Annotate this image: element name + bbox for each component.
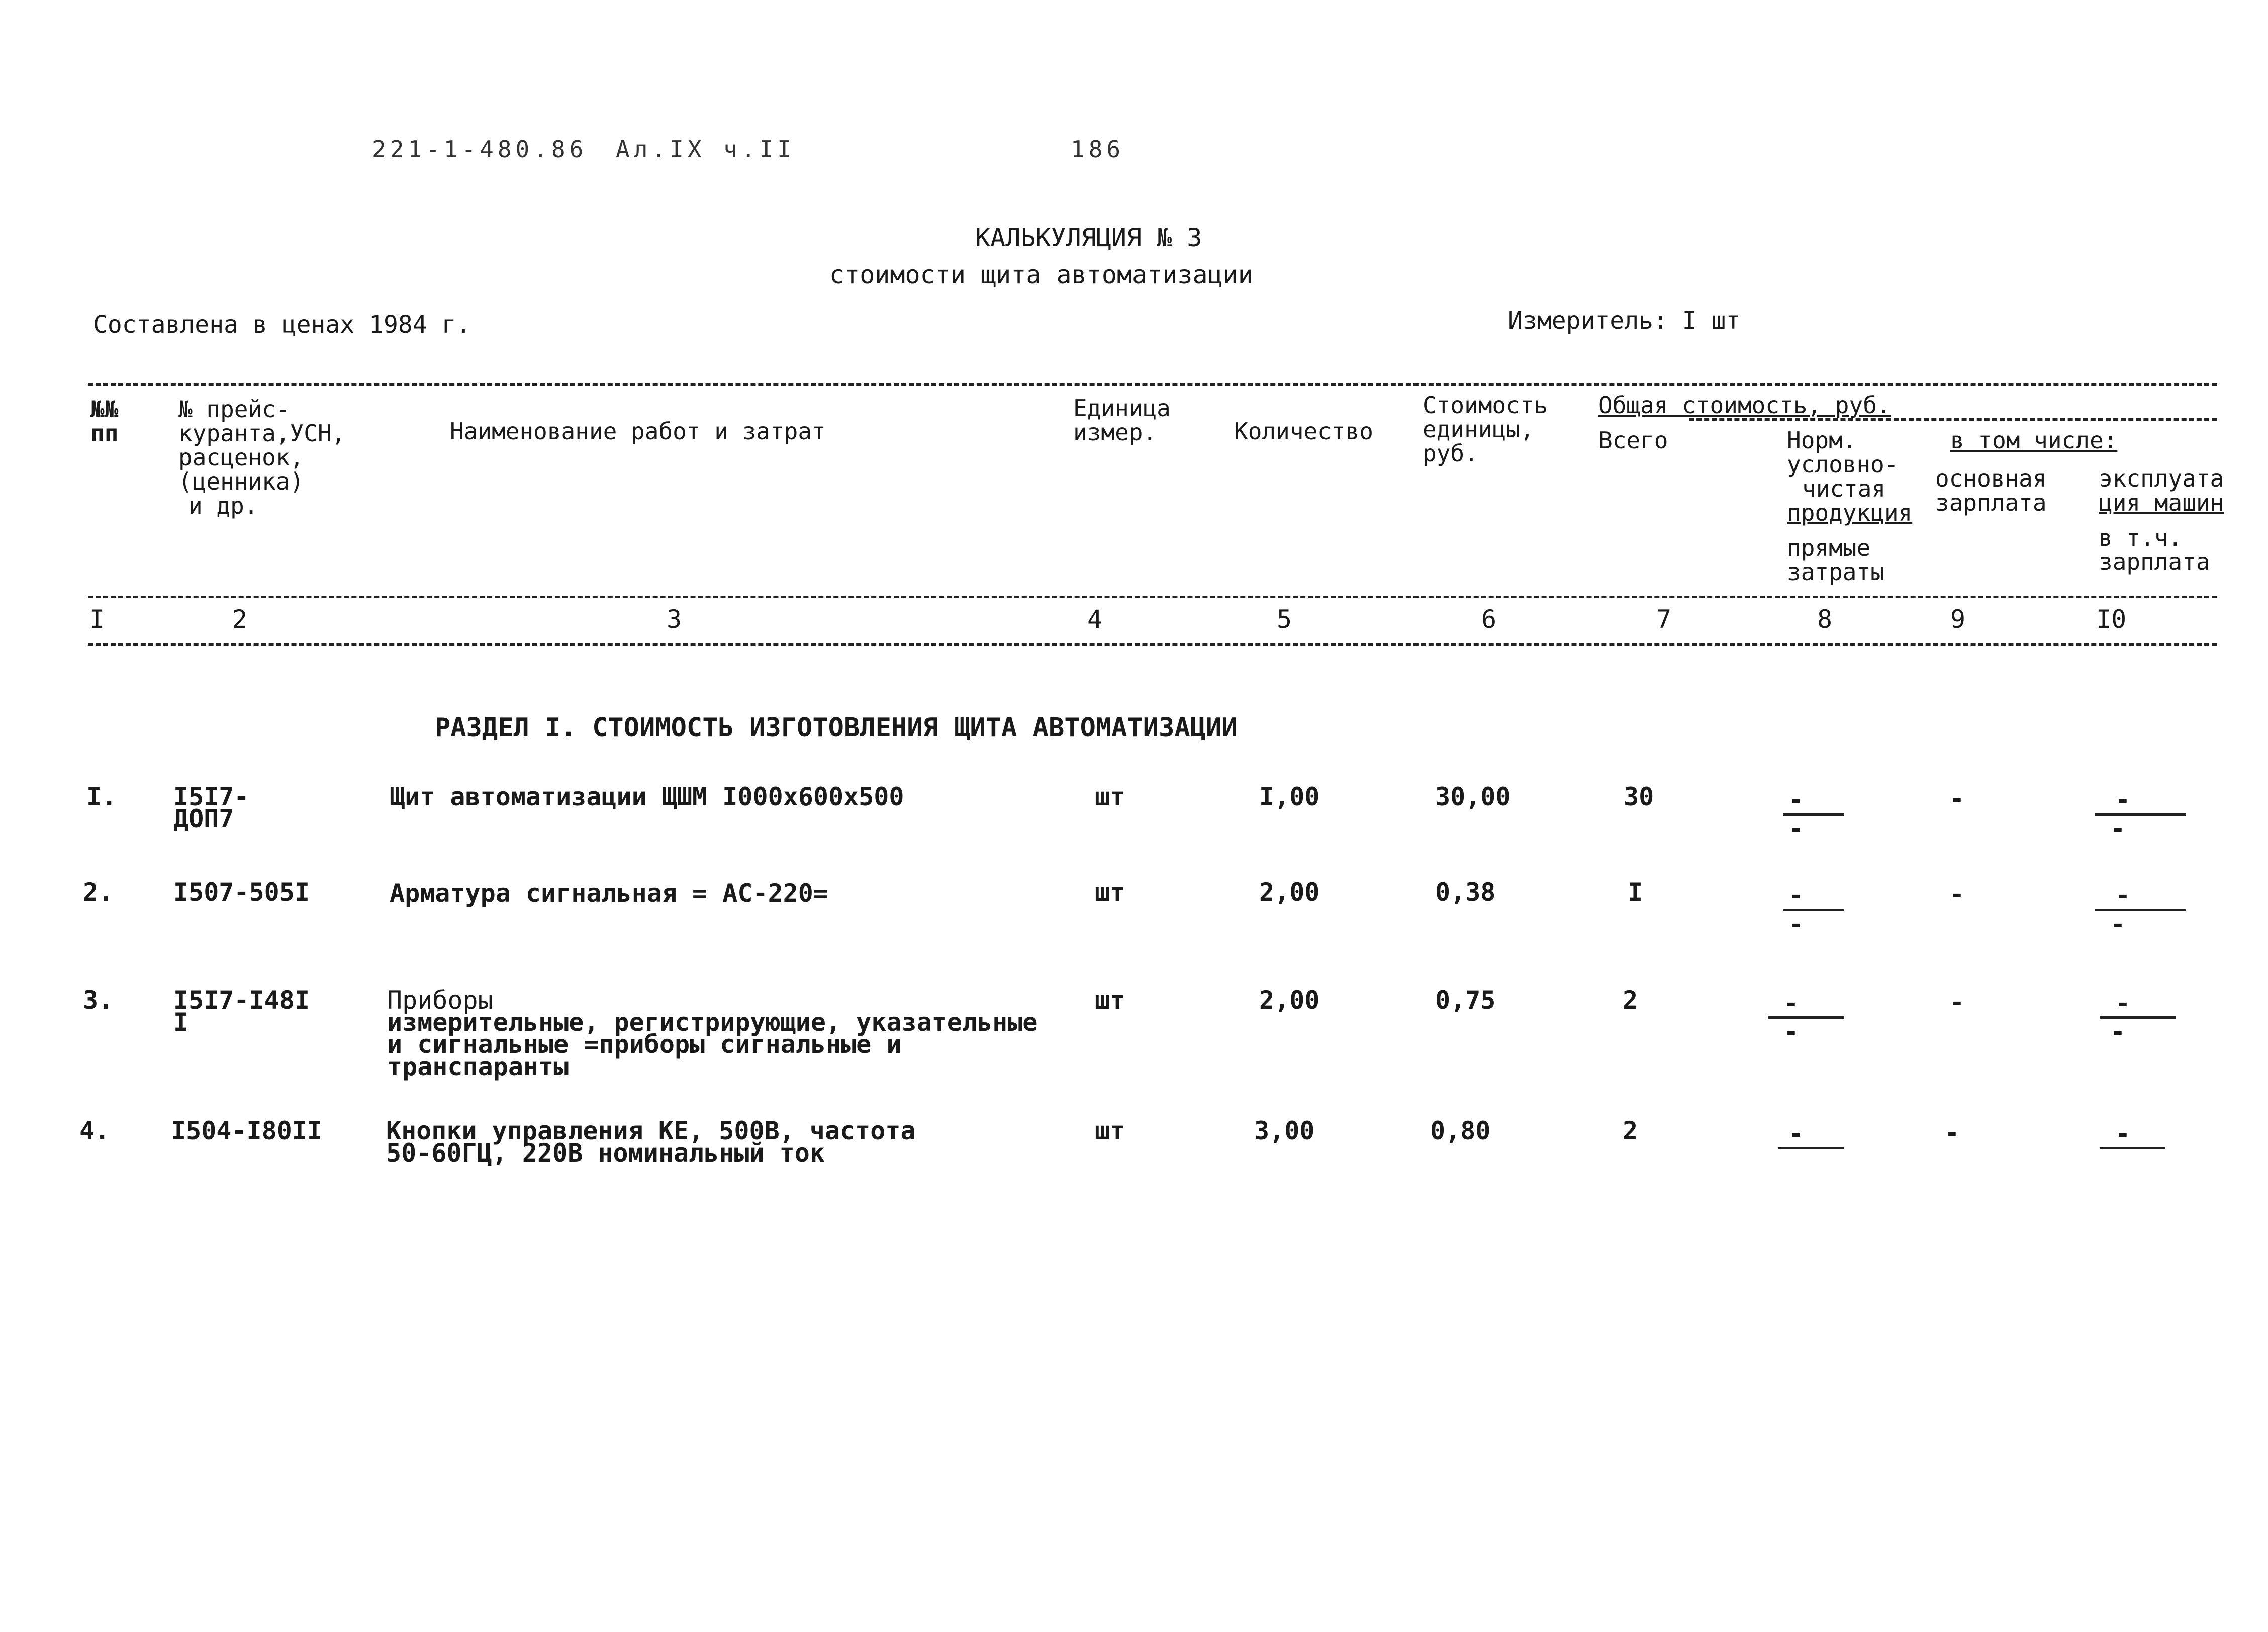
row3-col9: - [1949,988,1965,1017]
header-col4: Единица измер. [1073,395,1171,446]
row4-col8-top: - [1788,1119,1804,1148]
row2-col8-bottom: - [1788,910,1804,939]
colnum-9: 9 [1950,605,1966,634]
page-number: 186 [1071,136,1125,163]
row1-total: 30 [1624,782,1654,811]
colnum-8: 8 [1817,605,1833,634]
row2-col10-bottom: - [2110,910,2126,939]
colnum-1: I [89,605,105,634]
row1-col8-bottom: - [1788,814,1804,843]
price-basis: Составлена в ценах 1984 г. [93,311,471,339]
header-col9: основная зарплата [1935,465,2047,516]
header-col3: Наименование работ и затрат [450,418,826,445]
colnum-3: 3 [667,605,682,634]
row1-qty: I,00 [1259,782,1320,811]
row4-price: 0,80 [1430,1116,1491,1145]
row1-col10-top: - [2115,785,2131,814]
row1-col9: - [1949,784,1965,813]
row2-col10-top: - [2115,881,2131,910]
row2-code: I507-505I [173,878,310,907]
row3-total: 2 [1623,986,1638,1015]
header-col7: Всего [1598,427,1668,454]
row2-number: 2. [83,878,114,907]
row2-price: 0,38 [1435,878,1496,907]
colnum-4: 4 [1087,605,1103,634]
row2-col10-rule [2095,909,2186,911]
header-col2: № прейс- куранта,УСН, расценок, (ценника) и др. [178,396,346,519]
row2-name: Арматура сигнальная = АС-220= [390,879,828,908]
row1-code: I5I7- ДОП7 [173,782,249,833]
colnum-5: 5 [1277,605,1292,634]
document-subtitle: стоимости щита автоматизации [829,260,1253,290]
header-including: в том числе: [1950,427,2118,454]
row4-unit: шт [1095,1116,1125,1145]
row3-col8-bottom: - [1783,1017,1799,1046]
row4-code: I504-I80II [171,1116,323,1145]
row3-col8-top: - [1783,989,1799,1018]
row4-qty: 3,00 [1254,1116,1315,1145]
row3-unit: шт [1095,986,1125,1015]
row1-col8-top: - [1788,785,1804,814]
row1-col10-rule [2095,813,2186,816]
document-code: 221-1-480.86 [372,136,588,163]
row1-unit: шт [1095,782,1125,811]
measure-unit: Измеритель: I шт [1508,307,1741,335]
header-col6: Стоимость единицы, руб. [1423,392,1548,467]
row3-price: 0,75 [1435,986,1496,1015]
row1-name: Щит автоматизации ЩШМ I000х600х500 [390,782,904,811]
row4-col8-rule [1778,1147,1844,1149]
row3-number: 3. [83,986,114,1015]
row4-col9: - [1944,1118,1960,1147]
row1-price: 30,00 [1435,782,1511,811]
header-col1: №№ пп [90,396,119,447]
row4-col10-rule [2100,1147,2165,1149]
header-mid-rule [88,596,2217,598]
row2-qty: 2,00 [1259,878,1320,907]
header-bottom-rule [88,643,2217,646]
album-reference: Ал.IX ч.II [616,136,795,163]
row3-code: I5I7-I48I I [173,986,310,1037]
document-title: КАЛЬКУЛЯЦИЯ № 3 [975,223,1202,252]
colnum-2: 2 [232,605,248,634]
colnum-7: 7 [1656,605,1672,634]
row2-unit: шт [1095,878,1125,907]
row2-col8-top: - [1788,881,1804,910]
row4-name: Кнопки управления КЕ, 500В, частота 50-60ГЦ, 220В номинальный ток [386,1116,916,1168]
row2-col9: - [1949,880,1965,909]
row3-col10-top: - [2115,989,2131,1018]
row4-col10-top: - [2115,1119,2131,1148]
header-total-group: Общая стоимость, руб. [1598,392,1891,419]
row4-total: 2 [1623,1116,1638,1145]
row3-qty: 2,00 [1259,986,1320,1015]
colnum-6: 6 [1481,605,1497,634]
row3-col8-rule [1768,1016,1844,1019]
section-heading: РАЗДЕЛ I. СТОИМОСТЬ ИЗГОТОВЛЕНИЯ ЩИТА АВТОМАТИЗАЦИИ [435,713,1238,743]
row3-col10-bottom: - [2110,1017,2126,1046]
header-col10: эксплуата ция машин в т.ч. зарплата [2099,465,2224,575]
colnum-10: I0 [2096,605,2127,634]
row1-number: I. [86,782,117,811]
row3-name: Приборы измерительные, регистрирующие, указательные и сигнальные =приборы сигнальные и транспаранты [387,986,1038,1081]
header-col8: Норм. условно- чистая продукция прямые затраты [1787,427,1913,586]
header-top-rule [88,383,2217,386]
header-col5: Количество [1234,418,1373,445]
row4-number: 4. [79,1116,110,1145]
row1-col10-bottom: - [2110,814,2126,843]
row2-total: I [1628,878,1643,907]
